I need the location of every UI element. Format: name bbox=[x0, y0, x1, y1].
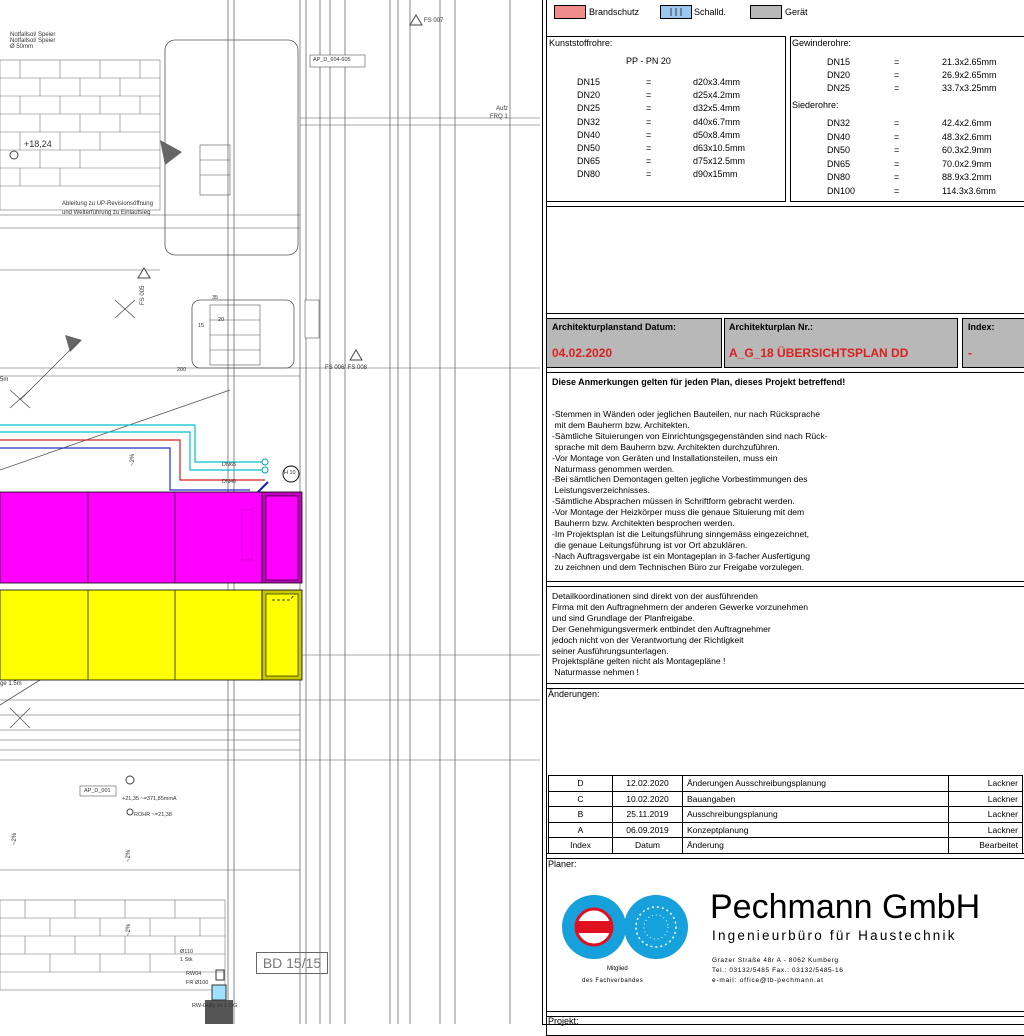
detail-body: Detailkoordinationen sind direkt von der ausführenden Firma mit den Auftragnehmern der anderen Gewerke vorzunehmen und sind Grundlage der Planfreigabe. Der Genehmigungsvermerk entbindet den Auftragnehmer jedoch nicht von der Verantwortung der Richtigkeit seiner Ausführungsunterlagen. Projektspläne gelten nicht als Montagepläne ! Naturmasse nehmen ! bbox=[552, 591, 809, 678]
changes-cell: B bbox=[549, 807, 613, 823]
kunststoff-cell-0-1: = bbox=[646, 77, 652, 87]
siede-cell-3-0: DN65 bbox=[827, 158, 851, 169]
company-subtitle: Ingenieurbüro für Haustechnik bbox=[712, 928, 957, 943]
changes-cell: A bbox=[549, 822, 613, 838]
label-fr100: FR Ø100 bbox=[186, 980, 209, 986]
kunststoff-cell-0-0: DN15 bbox=[577, 77, 601, 87]
member-label-2: des Fachverbandes bbox=[582, 978, 644, 984]
kunststoff-cell-6-2: d75x12.5mm bbox=[693, 156, 746, 167]
kunststoff-cell-3-2: d40x6.7mm bbox=[693, 116, 741, 127]
gewinde-cell-1-2: 26.9x2.65mm bbox=[942, 70, 997, 81]
kunststoff-cell-2-0: DN25 bbox=[577, 103, 601, 114]
gewinde-cell-2-1: = bbox=[894, 83, 900, 94]
label-dim-15: 15 bbox=[198, 323, 205, 329]
member-label-1: Mitglied bbox=[607, 966, 628, 972]
legend-schalld-swatch bbox=[660, 5, 692, 19]
bd-label: BD 15/15 bbox=[256, 952, 328, 974]
changes-cell: Änderungen Ausschreibungsplanung bbox=[683, 776, 949, 792]
changes-cell: Bauangaben bbox=[683, 791, 949, 807]
kunststoff-cell-4-0: DN40 bbox=[577, 129, 601, 140]
legend-geraet-swatch bbox=[750, 5, 782, 19]
changes-cell: Index bbox=[549, 838, 613, 854]
label-notfall-2: Notfallsol/ Speier bbox=[10, 38, 56, 44]
kunststoff-cell-3-1: = bbox=[646, 116, 652, 127]
changes-title: Änderungen: bbox=[548, 689, 600, 699]
siede-cell-0-1: = bbox=[894, 118, 900, 128]
label-ap-001: AP_D_001 bbox=[84, 788, 111, 794]
company-phone: Tel.: 03132/5485 Fax.: 03132/5485-16 bbox=[712, 967, 844, 974]
legend-brandschutz-label: Brandschutz bbox=[589, 7, 640, 17]
legend-geraet-label: Gerät bbox=[785, 7, 808, 17]
gewinde-title: Gewinderohre: bbox=[792, 38, 852, 48]
title-block bbox=[540, 0, 1024, 1024]
changes-row bbox=[549, 807, 1023, 823]
blank-box bbox=[546, 206, 1024, 314]
label-slope-4: ~2% bbox=[130, 453, 136, 466]
changes-cell: Ausschreibungsplanung bbox=[683, 807, 949, 823]
notes-body: -Stemmen in Wänden oder jeglichen Bauteilen, nur nach Rücksprache mit dem Bauherrn bzw. Architekten. -Sämtliche Situierungen von Einrichtungsgegenständen sind nach Rück- sprache mit dem Bauherrn bzw. Architekten durchzuführen. -Vor Montage von Geräten und Installationsteilen, muss ein Naturmass genommen werden. -Bei sämtlichen Demontagen gelten jegliche Vorbestimmungen des Leistungsverzeichnisses. -Sämtliche Absprachen müssen in Schriftform gebracht werden. -Vor Montage der Heizkörper muss die genaue Situierung mit dem Bauherrn bzw. Architekten besprochen werden. -Im Projektsplan ist die Leitungsführung sinngemäss eingezeichnet, die genaue Leitungsführung ist vor Ort abzuklären. -Nach Auftragsvergabe ist ein Montageplan in 3-facher Ausfertigung zu zeichnen und dem Technischen Büro zur Freigabe vorzulegen. bbox=[552, 409, 828, 572]
label-1stk: 1 Stk bbox=[180, 957, 193, 963]
label-elevation: +18,24 bbox=[24, 139, 52, 149]
changes-cell: 06.09.2019 bbox=[613, 822, 683, 838]
siede-cell-2-2: 60.3x2.9mm bbox=[942, 145, 992, 155]
plan-date-label: Architekturplanstand Datum: bbox=[552, 322, 677, 332]
siede-cell-5-1: = bbox=[894, 185, 900, 196]
gewinde-cell-0-2: 21.3x2.65mm bbox=[942, 57, 997, 67]
company-email: e-mail: office@tb-pechmann.at bbox=[712, 977, 824, 984]
kunststoff-cell-3-0: DN32 bbox=[577, 116, 601, 127]
siede-cell-3-1: = bbox=[894, 158, 900, 169]
kunststoff-cell-2-1: = bbox=[646, 103, 652, 114]
notes-heading: Diese Anmerkungen gelten für jeden Plan, dieses Projekt betreffend! bbox=[552, 377, 846, 387]
label-slope-1: ~2% bbox=[12, 832, 18, 845]
label-dim-35: 35 bbox=[212, 295, 219, 301]
siede-cell-0-0: DN32 bbox=[827, 118, 851, 128]
plan-nr-value: A_G_18 ÜBERSICHTSPLAN DD bbox=[729, 346, 909, 360]
siede-cell-2-0: DN50 bbox=[827, 145, 851, 155]
label-aufz: Aufz bbox=[496, 106, 509, 112]
siede-cell-4-1: = bbox=[894, 172, 900, 182]
changes-cell: Lackner bbox=[949, 776, 1023, 792]
changes-row bbox=[549, 822, 1023, 838]
label-fs005: FS 005 bbox=[140, 285, 146, 305]
changes-row bbox=[549, 776, 1023, 792]
kunststoff-subtitle: PP - PN 20 bbox=[626, 56, 671, 66]
planer-label: Planer: bbox=[548, 859, 577, 869]
changes-cell: Bearbeitet bbox=[949, 838, 1023, 854]
label-fs006: FS 006/ FS 008 bbox=[325, 365, 368, 371]
changes-table bbox=[548, 775, 1023, 854]
kunststoff-cell-0-2: d20x3.4mm bbox=[693, 77, 741, 87]
siede-cell-1-0: DN40 bbox=[827, 131, 851, 142]
label-ableitung-1: Ableitung zu UP-Revisionsöffnung bbox=[62, 201, 153, 207]
projekt-box bbox=[546, 1016, 1024, 1036]
label-dim-20: 20 bbox=[218, 317, 225, 323]
legend-schalld-label: Schalld. bbox=[694, 7, 727, 17]
kunststoff-cell-7-2: d90x15mm bbox=[693, 169, 738, 180]
kunststoff-cell-5-1: = bbox=[646, 143, 652, 153]
fachverband-logo bbox=[560, 893, 690, 963]
gewinde-cell-1-1: = bbox=[894, 70, 900, 81]
siede-cell-1-2: 48.3x2.6mm bbox=[942, 131, 992, 142]
gewinde-cell-2-0: DN25 bbox=[827, 83, 851, 94]
kunststoff-cell-4-1: = bbox=[646, 129, 652, 140]
siede-cell-5-2: 114.3x3.6mm bbox=[942, 185, 996, 196]
label-dn65: DN65 bbox=[222, 462, 237, 468]
kunststoff-cell-1-1: = bbox=[646, 90, 652, 101]
siede-cell-0-2: 42.4x2.6mm bbox=[942, 118, 992, 128]
siede-cell-3-2: 70.0x2.9mm bbox=[942, 158, 992, 169]
changes-cell: Lackner bbox=[949, 807, 1023, 823]
plan-index-value: - bbox=[968, 346, 972, 360]
label-ge-1-5m: ge 1.5m bbox=[0, 681, 22, 687]
kunststoff-cell-2-2: d32x5.4mm bbox=[693, 103, 741, 114]
legend-brandschutz-swatch bbox=[554, 5, 586, 19]
label-diameter: Ø 50mm bbox=[10, 44, 34, 50]
changes-cell: Änderung bbox=[683, 838, 949, 854]
siede-title: Siederohre: bbox=[792, 100, 839, 110]
plan-nr-label: Architekturplan Nr.: bbox=[729, 322, 814, 332]
label-slope-2: ~2% bbox=[126, 849, 132, 862]
label-d110: Ø110 bbox=[180, 949, 194, 955]
label-notfall-1: Notfallsol/ Speier bbox=[10, 32, 56, 38]
kunststoff-cell-6-1: = bbox=[646, 156, 652, 167]
changes-cell: Datum bbox=[613, 838, 683, 854]
changes-cell: Lackner bbox=[949, 822, 1023, 838]
kunststoff-cell-1-0: DN20 bbox=[577, 90, 601, 101]
kunststoff-cell-6-0: DN65 bbox=[577, 156, 601, 167]
gewinde-cell-0-1: = bbox=[894, 57, 900, 67]
label-h10: H 10 bbox=[284, 470, 296, 476]
label-rw04: RW04 bbox=[186, 971, 202, 977]
kunststoff-cell-5-0: DN50 bbox=[577, 143, 601, 153]
kunststoff-cell-7-0: DN80 bbox=[577, 169, 601, 180]
kunststoff-cell-7-1: = bbox=[646, 169, 652, 180]
siede-cell-5-0: DN100 bbox=[827, 185, 856, 196]
label-ableitung-2: und Weiterführung zu Einlaufsieg bbox=[62, 210, 151, 216]
kunststoff-cell-1-2: d25x4.2mm bbox=[693, 90, 741, 101]
label-rohr: ROHR ~=21,38 bbox=[134, 812, 172, 818]
kunststoff-title: Kunststoffrohre: bbox=[549, 38, 613, 48]
label-ap-604: AP_D_604-605 bbox=[313, 57, 351, 63]
gewinde-cell-1-0: DN20 bbox=[827, 70, 851, 81]
label-5m: 5m bbox=[0, 377, 9, 383]
plan-index-label: Index: bbox=[968, 322, 995, 332]
label-frq: FRQ 1 bbox=[490, 114, 508, 120]
label-dim-200: 200 bbox=[177, 367, 187, 373]
changes-row bbox=[549, 791, 1023, 807]
siede-cell-1-1: = bbox=[894, 131, 900, 142]
siede-cell-4-0: DN80 bbox=[827, 172, 851, 182]
changes-cell: 12.02.2020 bbox=[613, 776, 683, 792]
label-dn40: DN40 bbox=[222, 479, 237, 485]
changes-cell: C bbox=[549, 791, 613, 807]
kunststoff-cell-4-2: d50x8.4mm bbox=[693, 129, 741, 140]
projekt-label: Projekt: bbox=[548, 1016, 579, 1026]
changes-cell: Konzeptplanung bbox=[683, 822, 949, 838]
company-name: Pechmann GmbH bbox=[710, 888, 981, 926]
changes-header-row bbox=[549, 838, 1023, 854]
gewinde-cell-0-0: DN15 bbox=[827, 57, 851, 67]
changes-cell: Lackner bbox=[949, 791, 1023, 807]
plan-date-value: 04.02.2020 bbox=[552, 346, 613, 360]
changes-cell: D bbox=[549, 776, 613, 792]
changes-cell: 25.11.2019 bbox=[613, 807, 683, 823]
siede-cell-2-1: = bbox=[894, 145, 900, 155]
label-slope-3: ~2% bbox=[126, 923, 132, 936]
gewinde-cell-2-2: 33.7x3.25mm bbox=[942, 83, 997, 94]
company-address: Grazer Straße 48r A - 8062 Kumberg bbox=[712, 957, 839, 964]
label-level: +21,35 ~=371,85mmA bbox=[122, 796, 177, 802]
kunststoff-cell-5-2: d63x10.5mm bbox=[693, 143, 746, 153]
label-fs007: FS 007 bbox=[424, 18, 444, 24]
changes-cell: 10.02.2020 bbox=[613, 791, 683, 807]
siede-cell-4-2: 88.9x3.2mm bbox=[942, 172, 992, 182]
label-gully: RW-Gully im 1.OG bbox=[192, 1003, 238, 1009]
